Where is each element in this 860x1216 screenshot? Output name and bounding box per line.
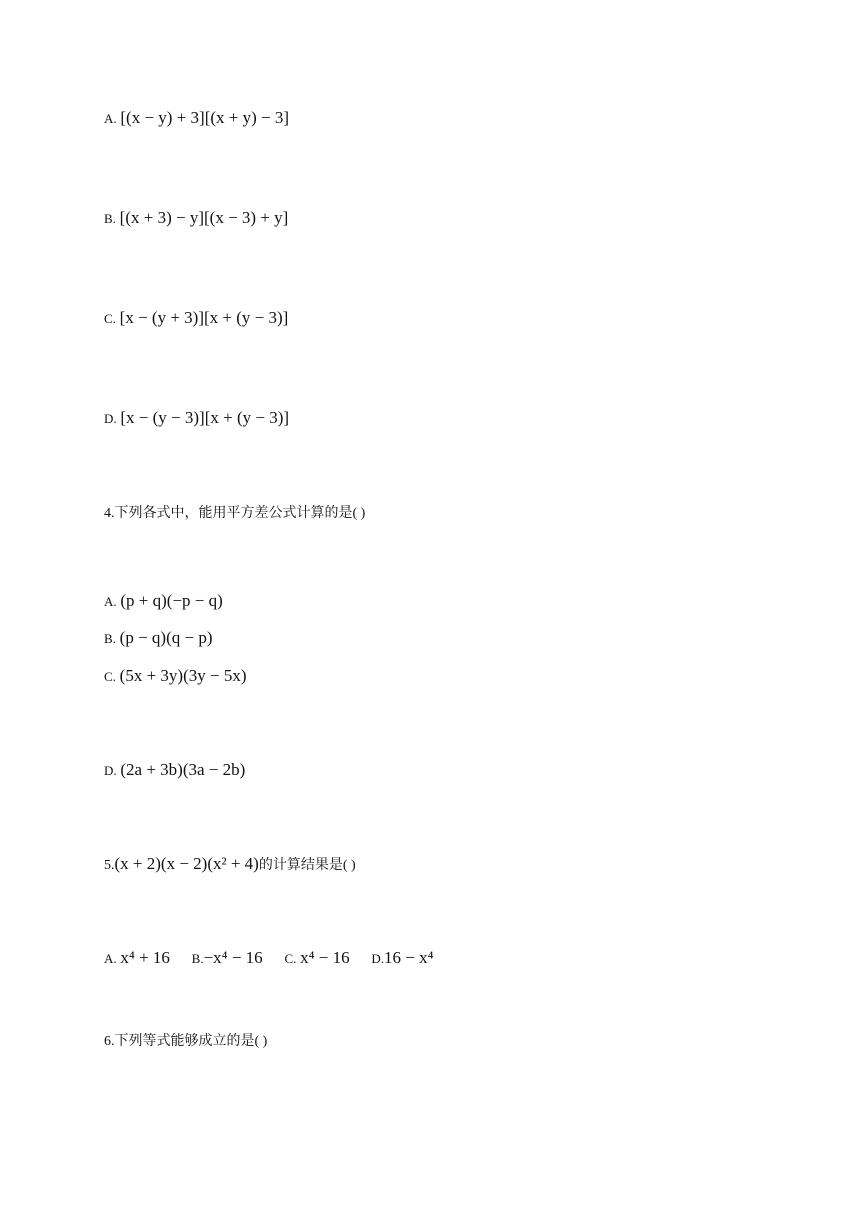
option-expression: [x − (y + 3)][x + (y − 3)]: [119, 308, 289, 327]
q5-stem: [104, 852, 356, 878]
q4-option-c[interactable]: [104, 664, 247, 689]
option-label: B.: [104, 211, 116, 226]
q4-stem: 4.下列各式中，能用平方差公式计算的是( ): [104, 506, 366, 521]
option-expression: 16 − x⁴: [384, 948, 434, 967]
option-label: C.: [284, 951, 297, 966]
option-label: A.: [104, 111, 117, 126]
option-expression: (p + q)(−p − q): [120, 591, 223, 610]
option-label: D.: [371, 951, 385, 966]
q3-option-a[interactable]: [104, 106, 289, 131]
q4-option-d[interactable]: [104, 758, 245, 783]
option-expression: [x − (y − 3)][x + (y − 3)]: [120, 408, 290, 427]
option-expression: −x⁴ − 16: [203, 948, 263, 967]
q3-option-d[interactable]: [104, 406, 289, 431]
q3-option-c[interactable]: [104, 306, 288, 331]
q4-option-a[interactable]: [104, 589, 223, 614]
q4-option-b[interactable]: [104, 626, 213, 651]
question-number: 5.: [104, 858, 115, 873]
q5-option-c[interactable]: [284, 948, 350, 967]
q5-options: [104, 946, 434, 971]
option-label: A.: [104, 951, 117, 966]
option-expression: [(x − y) + 3][(x + y) − 3]: [120, 108, 290, 127]
option-label: A.: [104, 594, 117, 609]
option-label: B.: [191, 951, 204, 966]
option-expression: x⁴ + 16: [120, 948, 170, 967]
option-expression: (2a + 3b)(3a − 2b): [120, 760, 246, 779]
option-label: C.: [104, 311, 116, 326]
q5-option-b[interactable]: [191, 948, 263, 967]
q5-option-a[interactable]: [104, 948, 170, 967]
option-expression: [(x + 3) − y][(x − 3) + y]: [119, 208, 289, 227]
option-label: D.: [104, 411, 117, 426]
q6-stem: 6.下列等式能够成立的是( ): [104, 1034, 268, 1049]
q5-option-d[interactable]: [371, 948, 434, 967]
option-label: D.: [104, 763, 117, 778]
q3-option-b[interactable]: [104, 206, 288, 231]
option-expression: (p − q)(q − p): [119, 628, 213, 647]
q5-expression: (x + 2)(x − 2)(x² + 4): [114, 854, 259, 873]
option-label: C.: [104, 669, 116, 684]
option-expression: x⁴ − 16: [300, 948, 350, 967]
q5-suffix: 的计算结果是( ): [258, 858, 356, 873]
option-label: B.: [104, 631, 116, 646]
option-expression: (5x + 3y)(3y − 5x): [119, 666, 247, 685]
